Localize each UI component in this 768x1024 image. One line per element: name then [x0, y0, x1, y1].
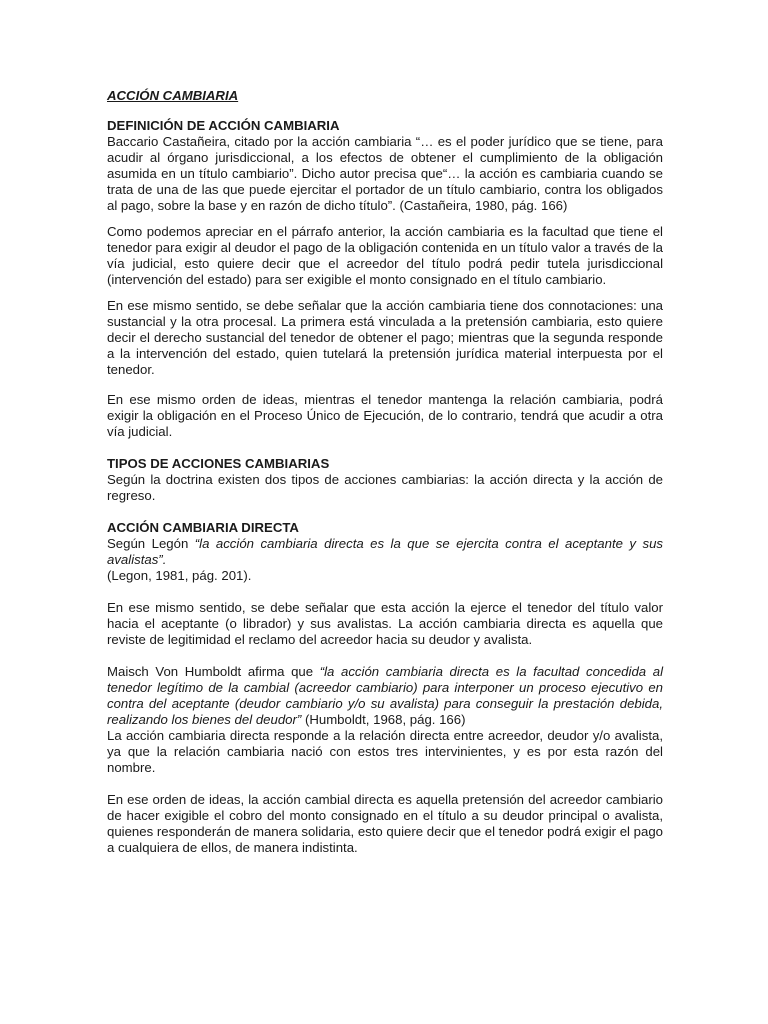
paragraph-definicion-2: Como podemos apreciar en el párrafo anterior, la acción cambiaria es la facultad que tiene el tenedor para exigir al deudor el pago de la obligación contenida en un título valor a través de la vía judicial, esto quiere decir que el acreedor del título podrá pedir tutela jurisdiccional (intervención del estado) para ser exigible el monto consignado en el título cambiario.: [107, 224, 663, 287]
legon-citation: (Legon, 1981, pág. 201).: [107, 568, 252, 583]
humboldt-lead: Maisch Von Humboldt afirma que: [107, 664, 320, 679]
paragraph-definicion-1: Baccario Castañeira, citado por la acción cambiaria “… es el poder jurídico que se tiene, para acudir al órgano jurisdiccional, a los efectos de obtener el cumplimiento de la obligación asumida en un título cambiario”. Dicho autor precisa que“… la acción es cambiaria cuando se trata de una de las que puede ejercitar el portador de un título cambiario, contra los obligados al pago, sobre la base y en razón de dicho título”. (Castañeira, 1980, pág. 166): [107, 134, 663, 213]
heading-directa: ACCIÓN CAMBIARIA DIRECTA: [107, 520, 299, 535]
paragraph-tipos-1: Según la doctrina existen dos tipos de acciones cambiarias: la acción directa y la acción de regreso.: [107, 472, 663, 503]
paragraph-definicion-4: En ese mismo orden de ideas, mientras el tenedor mantenga la relación cambiaria, podrá exigir la obligación en el Proceso Único de Ejecución, de lo contrario, tendrá que acudir a otra vía judicial.: [107, 392, 663, 439]
paragraph-definicion-3: En ese mismo sentido, se debe señalar que la acción cambiaria tiene dos connotaciones: una sustancial y la otra procesal. La primera está vinculada a la pretensión cambiaria, esto quiere decir el derecho sustancial del tenedor de obtener el pago; mientras que la segunda responde a la intervención del estado, quien tutelará la pretensión jurídica material interpuesta por el tenedor.: [107, 298, 663, 377]
heading-definicion: DEFINICIÓN DE ACCIÓN CAMBIARIA: [107, 118, 340, 133]
paragraph-directa-4: La acción cambiaria directa responde a la relación directa entre acreedor, deudor y/o avalista, ya que la relación cambiaria nació con estos tres intervinientes, y es por esta razón del nombre.: [107, 728, 663, 775]
paragraph-directa-3: [107, 664, 663, 728]
paragraph-directa-5: En ese orden de ideas, la acción cambial directa es aquella pretensión del acreedor cambiario de hacer exigible el cobro del monto consignado en el título a su deudor principal o avalista, quienes responderán de manera solidaria, esto quiere decir que el tenedor podrá exigir el pago a cualquiera de ellos, de manera indistinta.: [107, 792, 663, 855]
heading-tipos: TIPOS DE ACCIONES CAMBIARIAS: [107, 456, 330, 471]
paragraph-directa-2: En ese mismo sentido, se debe señalar que esta acción la ejerce el tenedor del título valor hacia el aceptante (o librador) y sus avalistas. La acción cambiaria directa es aquella que reviste de legitimidad el reclamo del acreedor hacia su deudor y avalista.: [107, 600, 663, 647]
paragraph-directa-1: [107, 536, 663, 568]
legon-quote: “la acción cambiaria directa es la que se ejercita contra el aceptante y sus avalistas”.: [107, 536, 663, 567]
legon-lead: Según Legón: [107, 536, 195, 551]
humboldt-citation: (Humboldt, 1968, pág. 166): [301, 712, 466, 727]
humboldt-quote: “la acción cambiaria directa es la facultad concedida al tenedor legítimo de la cambial (acreedor cambiario) para interponer un proceso ejecutivo en contra del aceptante (deudor cambiario y/o su avalista) para conseguir la prestación debida, realizando los bienes del deudor”: [107, 664, 663, 727]
document-title: ACCIÓN CAMBIARIA: [107, 88, 239, 103]
document-page: [107, 88, 663, 856]
